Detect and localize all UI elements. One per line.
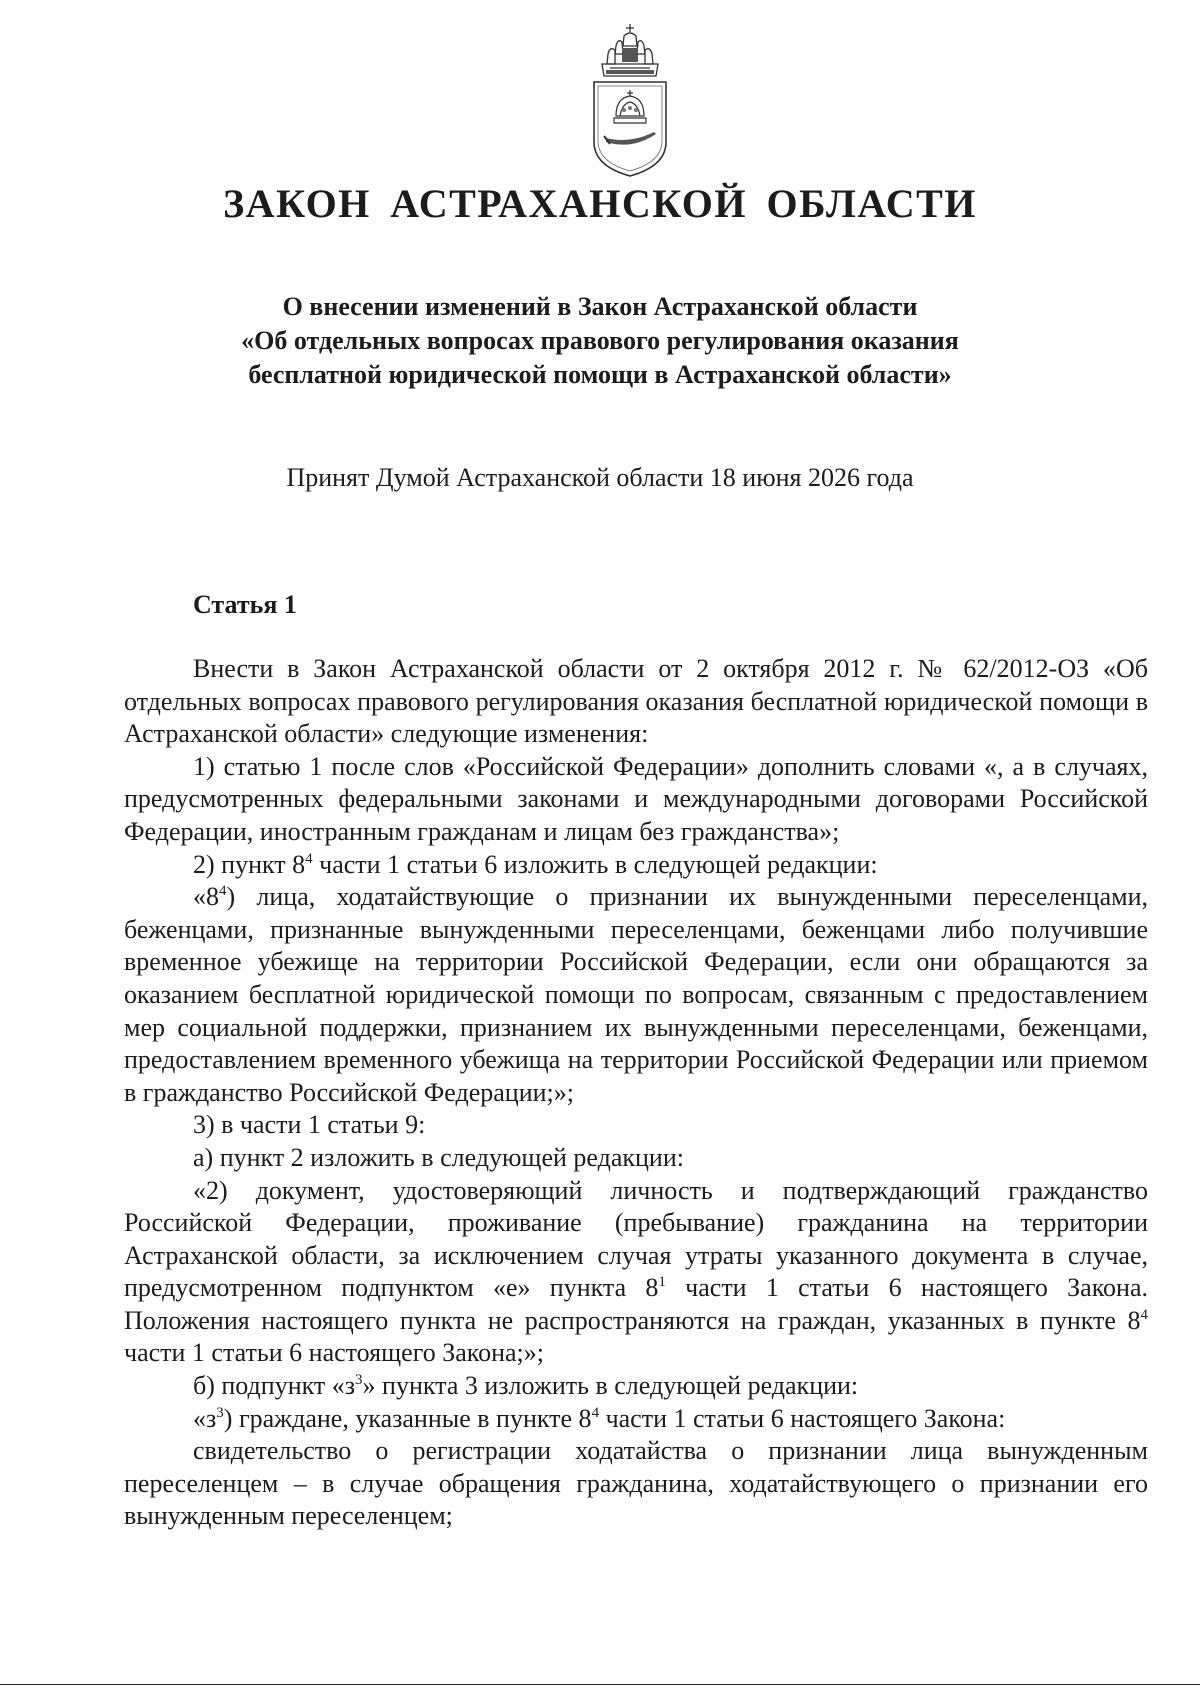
amendment-item-3a: а) пункт 2 изложить в следующей редакции: bbox=[193, 1142, 684, 1172]
amendment-item-3b-quote: «$з^3$) граждане, указанные в пункте $8^4$ части 1 статьи 6 настоящего Закона: bbox=[193, 1403, 1006, 1433]
adoption-date: Принят Думой Астраханской области 18 июня 2026 года bbox=[286, 463, 914, 492]
amendment-item-3b-text: свидетельство о регистрации ходатайства о признании лица вынужденным переселенцем – в случае обращения гражданина, ходатайствующего о признании его вынужденным переселенцем; bbox=[124, 1436, 1148, 1531]
amendment-item-2: 2) пункт $8^4$ части 1 статьи 6 изложить в следующей редакции: bbox=[193, 849, 878, 879]
amendment-item-3a-quote: «2) документ, удостоверяющий личность и подтверждающий гражданство Российской Федерации, проживание (пребывание) гражданина на территории Астраханской области, за исключением случая утраты указанного документа в случае, предусмотренном подпунктом «е» пункта $8^1$ части 1 статьи 6 настоящего Закона. Положения настоящего пункта не распространяются на граждан, указанных в пункте $8^4$ части 1 статьи 6 настоящего Закона;»; bbox=[124, 1175, 1148, 1368]
amendment-item-3: 3) в части 1 статьи 9: bbox=[193, 1110, 426, 1140]
subtitle-line: «Об отдельных вопросах правового регулирования оказания bbox=[241, 326, 959, 355]
amendment-item-1: 1) статью 1 после слов «Российской Федерации» дополнить словами «, а в случаях, предусмотренных федеральными законами и международными договорами Российской Федерации, иностранным гражданам и лицам без гражданства»; bbox=[124, 751, 1148, 846]
coat-of-arms-emblem bbox=[580, 20, 680, 180]
bottom-divider bbox=[0, 1684, 1200, 1685]
law-subtitle bbox=[0, 290, 1200, 392]
law-title: ЗАКОН АСТРАХАНСКОЙ ОБЛАСТИ bbox=[223, 181, 977, 226]
subtitle-line: бесплатной юридической помощи в Астраханской области» bbox=[248, 360, 952, 389]
amendment-item-2-quote: «$8^4$) лица, ходатайствующие о признании их вынужденными переселенцами, беженцами, признанные вынужденными переселенцами, беженцами либо получившие временное убежище на территории Российской Федерации, если они обращаются за оказанием бесплатной юридической помощи по вопросам, связанным с предоставлением мер социальной поддержки, признанием их вынужденными переселенцами, беженцами, предоставлением временного убежища на территории Российской Федерации или приемом в гражданство Российской Федерации;»; bbox=[124, 882, 1148, 1107]
article-heading: Статья 1 bbox=[193, 590, 297, 619]
subtitle-line: О внесении изменений в Закон Астраханской области bbox=[282, 292, 918, 321]
amendment-item-3b: б) подпункт «$з^3$» пункта 3 изложить в следующей редакции: bbox=[193, 1371, 859, 1401]
article-body bbox=[124, 653, 1148, 1533]
article-intro: Внести в Закон Астраханской области от 2 октября 2012 г. № 62/2012-ОЗ «Об отдельных вопросах правового регулирования оказания бесплатной юридической помощи в Астраханской области» следующие изменения: bbox=[124, 654, 1148, 749]
